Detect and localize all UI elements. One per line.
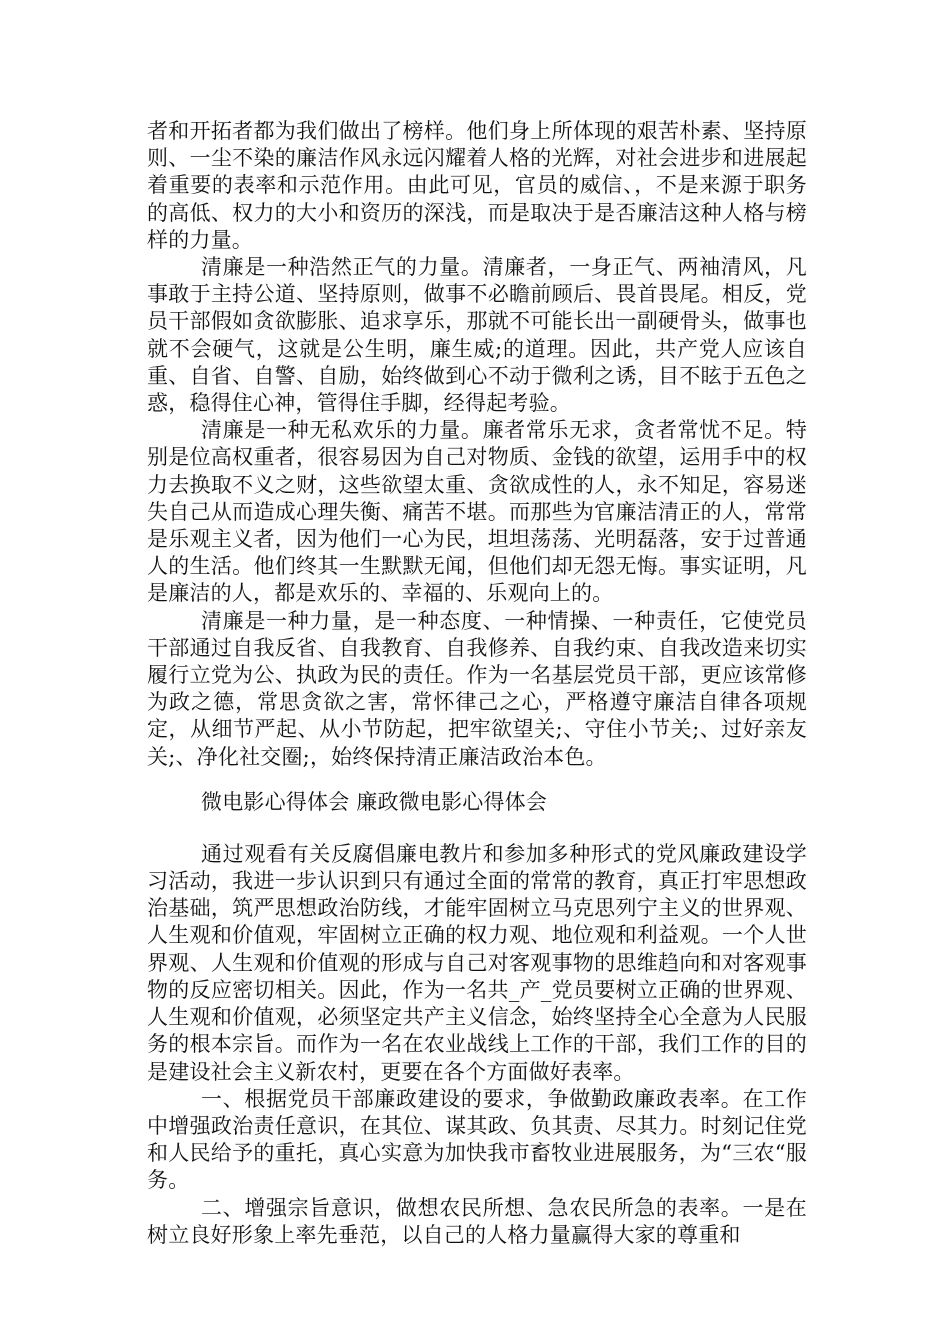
paragraph-continuation: 者和开拓者都为我们做出了榜样。他们身上所体现的艰苦朴素、坚持原则、一尘不染的廉洁作风永远闪耀着人格的光辉，对社会进步和进展起着重要的表率和示范作用。由此可见，官员的威信、，不是来源于职务的高低、权力的大小和资历的深浅，而是取决于是否廉洁这种人格与榜样的力量。 [147, 119, 807, 252]
paragraph-film-reflection: 通过观看有关反腐倡廉电教片和参加多种形式的党风廉政建设学习活动，我进一步认识到只有通过全面的常常的教育，真正打牢思想政治基础，筑严思想政治防线，才能牢固树立马克思列宁主义的世界观、人生观和价值观，牢固树立正确的权力观、地位观和利益观。一个人世界观、人生观和价值观的形成与自己对客观事物的思维趋向和对客观事物的反应密切相关。因此，作为一名共_产_党员要树立正确的世界观、人生观和价值观，必须坚定共产主义信念，始终坚持全心全意为人民服务的根本宗旨。而作为一名在农业战线上工作的干部，我们工作的目的是建设社会主义新农村，更要在各个方面做好表率。 [147, 841, 807, 1084]
paragraph-integrity-righteousness: 清廉是一种浩然正气的力量。清廉者，一身正气、两袖清风，凡事敢于主持公道、坚持原则，做事不必瞻前顾后、畏首畏尾。相反，党员干部假如贪欲膨胀、追求享乐，那就不可能长出一副硬骨头，做事也就不会硬气，这就是公生明，廉生威;的道理。因此，共产党人应该自重、自省、自警、自励，始终做到心不动于微利之诱，目不眩于五色之惑，稳得住心神，管得住手脚，经得起考验。 [147, 255, 807, 416]
paragraph-point-two: 二、增强宗旨意识，做想农民所想、急农民所急的表率。一是在树立良好形象上率先垂范，以自己的人格力量赢得大家的尊重和 [147, 1195, 807, 1247]
paragraph-point-one: 一、根据党员干部廉政建设的要求，争做勤政廉政表率。在工作中增强政治责任意识，在其位、谋其政、负其责、尽其力。时刻记住党和人民给予的重托，真心实意为加快我市畜牧业进展服务，为“三农“服务。 [147, 1086, 807, 1193]
paragraph-integrity-responsibility: 清廉是一种力量，是一种态度、一种情操、一种责任，它使党员干部通过自我反省、自我教育、自我修养、自我约束、自我改造来切实履行立党为公、执政为民的责任。作为一名基层党员干部，更应该常修为政之德，常思贪欲之害，常怀律己之心，严格遵守廉洁自律各项规定，从细节严起、从小节防起，把牢欲望关;、守住小节关;、过好亲友关;、净化社交圈;，始终保持清正廉洁政治本色。 [147, 608, 807, 769]
document-body [147, 118, 807, 1249]
paragraph-integrity-happiness: 清廉是一种无私欢乐的力量。廉者常乐无求，贪者常忧不足。特别是位高权重者，很容易因为自己对物质、金钱的欲望，运用手中的权力去换取不义之财，这些欲望太重、贪欲成性的人，永不知足，容易迷失自己从而造成心理失衡、痛苦不堪。而那些为官廉洁清正的人，常常是乐观主义者，因为他们一心为民，坦坦荡荡、光明磊落，安于过普通人的生活。他们终其一生默默无闻，但他们却无怨无悔。事实证明，凡是廉洁的人，都是欢乐的、幸福的、乐观向上的。 [147, 418, 807, 606]
section-heading: 微电影心得体会 廉政微电影心得体会 [201, 789, 548, 814]
